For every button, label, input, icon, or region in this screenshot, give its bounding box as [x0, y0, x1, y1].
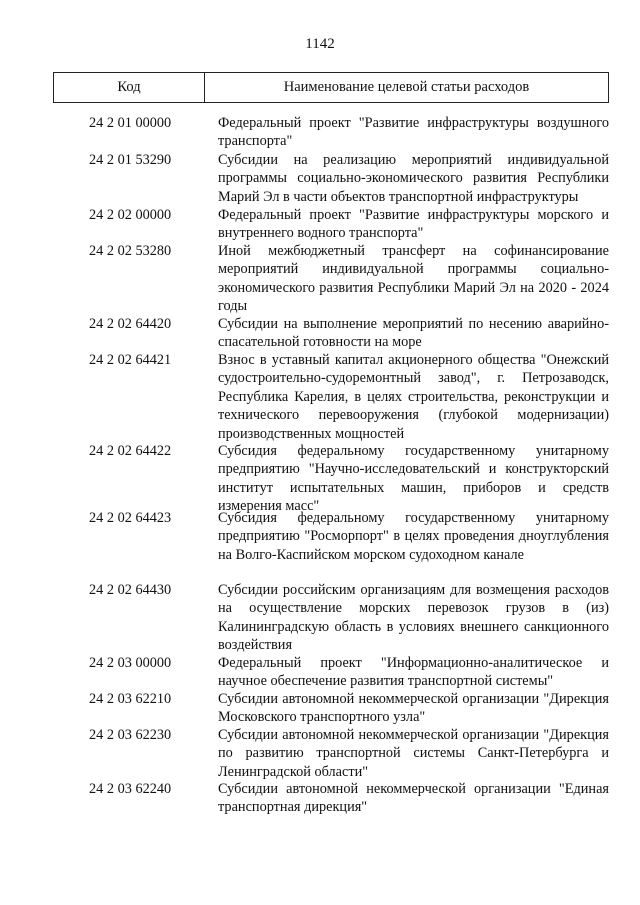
table-row — [53, 726, 609, 780]
header-code: Код — [54, 73, 205, 102]
row-name: Субсидии автономной некоммерческой организации "Дирекция Московского транспортного узла" — [218, 691, 609, 726]
row-code: 24 2 01 00000 — [89, 115, 172, 131]
row-name: Субсидии на реализацию мероприятий индивидуальной программы социально-экономического развития Республики Марий Эл в части объектов транспортной инфраструктуры — [218, 152, 609, 205]
table-row — [53, 242, 609, 315]
row-code: 24 2 02 00000 — [89, 207, 172, 223]
row-code: 24 2 02 53280 — [89, 243, 172, 259]
row-code: 24 2 02 64420 — [89, 316, 172, 332]
table-row — [53, 315, 609, 351]
row-code: 24 2 02 64422 — [89, 443, 172, 459]
row-code: 24 2 03 62240 — [89, 781, 172, 797]
table-row — [53, 151, 609, 206]
row-code: 24 2 03 62210 — [89, 691, 172, 707]
row-code: 24 2 02 64430 — [89, 582, 172, 598]
table-row — [53, 654, 609, 690]
table-row — [53, 581, 609, 654]
row-name: Федеральный проект "Информационно-аналитическое и научное обеспечение развития транспортной системы" — [218, 655, 609, 690]
row-name: Субсидия федеральному государственному унитарному предприятию "Научно-исследовательский и конструкторский институт испытательных машин, приборов и средств измерения масс" — [218, 443, 609, 515]
table-row — [53, 206, 609, 242]
table-body — [53, 114, 609, 817]
row-name: Субсидии автономной некоммерческой организации "Единая транспортная дирекция" — [218, 781, 609, 816]
row-code: 24 2 02 64421 — [89, 352, 172, 368]
row-name: Федеральный проект "Развитие инфраструктуры морского и внутреннего водного транспорта" — [218, 207, 609, 242]
table-row — [53, 114, 609, 151]
table-row — [53, 509, 609, 581]
row-name: Федеральный проект "Развитие инфраструктуры воздушного транспорта" — [218, 115, 609, 150]
row-code: 24 2 03 00000 — [89, 655, 172, 671]
row-name: Субсидии автономной некоммерческой организации "Дирекция по развитию транспортной системы Санкт-Петербурга и Ленинградской области" — [218, 727, 609, 780]
row-code: 24 2 02 64423 — [89, 510, 172, 526]
table-row — [53, 690, 609, 726]
row-code: 24 2 03 62230 — [89, 727, 172, 743]
header-name: Наименование целевой статьи расходов — [283, 79, 530, 95]
row-name: Взнос в уставный капитал акционерного общества "Онежский судостроительно-судоремонтный завод", г. Петрозаводск, Республика Карелия, в целях строительства, реконструкции и технического перевооружения (глубокой модернизации) производственных мощностей — [218, 352, 609, 442]
row-name: Субсидии на выполнение мероприятий по несению аварийно-спасательной готовности на море — [218, 316, 609, 351]
page-number: 1142 — [305, 36, 335, 52]
row-name: Иной межбюджетный трансферт на софинансирование мероприятий индивидуальной программы социально-экономического развития Республики Марий Эл на 2020 - 2024 годы — [218, 243, 609, 315]
row-code: 24 2 01 53290 — [89, 152, 172, 168]
table-row — [53, 351, 609, 442]
row-name: Субсидии российским организациям для возмещения расходов на осуществление морских перевозок грузов в (из) Калининградскую область в условиях внешнего санкционного воздействия — [218, 582, 609, 654]
table-header — [53, 72, 609, 103]
table-row — [53, 442, 609, 515]
row-name: Субсидия федеральному государственному унитарному предприятию "Росморпорт" в целях проведения дноуглубления на Волго-Каспийском морском судоходном канале — [218, 510, 609, 563]
table-row — [53, 780, 609, 817]
